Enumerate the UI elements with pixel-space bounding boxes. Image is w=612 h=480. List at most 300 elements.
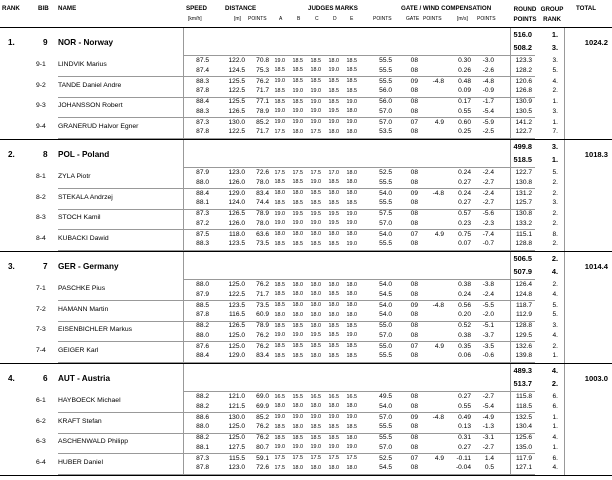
header-gate: GATE <box>406 16 420 22</box>
gate-cell: 08 <box>410 322 418 329</box>
judge-mark-cell: 17.5 <box>310 128 321 135</box>
header-wind-points: POINTS <box>477 16 496 22</box>
team-group-rank: 3. <box>551 43 558 52</box>
wind-points-cell: -2.7 <box>482 393 494 400</box>
wind-points-cell: -2.0 <box>482 311 494 318</box>
judge-points-cell: 53.5 <box>379 128 392 135</box>
wind-cell: 0.56 <box>458 301 471 309</box>
judge-mark-cell: 19.0 <box>328 444 339 451</box>
wind-cell: 0.24 <box>458 169 471 176</box>
judge-mark-cell: 19.0 <box>310 98 321 105</box>
judge-mark-cell: 18.5 <box>310 240 321 247</box>
speed-cell: 88.3 <box>196 107 209 115</box>
judge-mark-cell: 18.0 <box>328 190 339 197</box>
team-round-points: 518.5 <box>513 155 532 164</box>
judge-mark-cell: 19.5 <box>310 332 321 339</box>
distance-points-cell: 73.5 <box>256 240 269 247</box>
judge-points-cell: 55.0 <box>379 342 392 350</box>
gate-cell: 07 <box>410 230 418 238</box>
judge-mark-cell: 17.5 <box>310 455 321 462</box>
judge-mark-cell: 18.5 <box>274 281 285 288</box>
distance-cell: 130.0 <box>228 118 245 126</box>
judge-points-cell: 57.0 <box>379 443 392 451</box>
judge-mark-cell: 18.5 <box>274 352 285 359</box>
judge-mark-cell: 18.0 <box>274 311 285 318</box>
gate-cell: 08 <box>410 199 418 206</box>
judge-mark-cell: 19.0 <box>310 108 321 115</box>
group-rank-cell: 5. <box>552 66 558 74</box>
judge-mark-cell: 19.0 <box>328 67 339 74</box>
judge-points-cell: 55.5 <box>379 66 392 74</box>
team-header-rule <box>183 167 535 168</box>
team-group-rank: 4. <box>551 366 558 375</box>
judge-mark-cell: 18.0 <box>346 231 357 238</box>
athlete-name: PASCHKE Pius <box>58 285 106 292</box>
wind-cell: 0.27 <box>458 393 471 400</box>
judge-mark-cell: 19.0 <box>292 332 303 339</box>
judge-points-cell: 57.0 <box>379 219 392 227</box>
team-round-points: 489.3 <box>513 366 532 375</box>
team-bib: 7 <box>43 262 48 271</box>
distance-cell: 118.0 <box>228 230 245 238</box>
group-rank-cell: 1. <box>552 352 558 359</box>
judge-mark-cell: 17.5 <box>274 128 285 135</box>
judge-mark-cell: 18.0 <box>346 179 357 186</box>
judge-mark-cell: 18.0 <box>310 291 321 298</box>
judge-mark-cell: 18.5 <box>274 87 285 94</box>
team-round-points: 506.5 <box>513 254 532 263</box>
judge-col-a: A <box>279 16 283 22</box>
round-points-cell: 130.5 <box>515 107 532 115</box>
judge-mark-cell: 17.5 <box>274 455 285 462</box>
gate-points-cell: -4.8 <box>432 413 444 421</box>
wind-cell: 0.09 <box>458 87 471 94</box>
athlete-name: STOCH Kamil <box>58 214 101 221</box>
team-rank: 1. <box>8 38 15 47</box>
judge-mark-cell: 19.0 <box>292 119 303 126</box>
judge-mark-cell: 18.5 <box>346 343 357 350</box>
judge-mark-cell: 18.5 <box>274 179 285 186</box>
judge-mark-cell: 18.5 <box>292 179 303 186</box>
distance-cell: 123.5 <box>228 301 245 309</box>
gate-cell: 08 <box>410 393 418 400</box>
judge-mark-cell: 18.5 <box>346 57 357 64</box>
athlete-bib: 9-2 <box>36 81 46 89</box>
judge-mark-cell: 19.0 <box>274 220 285 227</box>
group-rank-cell: 5. <box>552 311 558 318</box>
distance-points-cell: 63.6 <box>256 230 269 238</box>
athlete-name: TANDE Daniel Andre <box>58 81 122 89</box>
speed-cell: 87.9 <box>196 290 209 298</box>
distance-points-cell: 75.3 <box>256 66 269 74</box>
athlete-bib: 9-4 <box>36 122 46 130</box>
judge-mark-cell: 18.0 <box>328 403 339 410</box>
judge-points-cell: 55.5 <box>379 352 392 359</box>
judge-mark-cell: 18.0 <box>292 311 303 318</box>
judge-mark-cell: 18.5 <box>310 343 321 350</box>
wind-cell: 0.06 <box>458 352 471 359</box>
judge-mark-cell: 18.0 <box>310 311 321 318</box>
wind-points-cell: -5.6 <box>482 210 494 217</box>
group-rank-cell: 2. <box>552 87 558 94</box>
group-rank-cell: 4. <box>552 290 558 298</box>
gate-points-cell: -4.8 <box>432 301 444 309</box>
judge-mark-cell: 19.0 <box>274 210 285 217</box>
wind-cell: 0.26 <box>458 66 471 74</box>
judge-mark-cell: 18.0 <box>346 403 357 410</box>
judge-mark-cell: 19.0 <box>310 220 321 227</box>
distance-points-cell: 76.2 <box>256 331 269 339</box>
judge-points-cell: 57.0 <box>379 118 392 126</box>
judge-mark-cell: 18.5 <box>274 199 285 206</box>
athlete-name: ZYLA Piotr <box>58 173 91 180</box>
gate-cell: 08 <box>410 57 418 64</box>
distance-points-cell: 85.2 <box>256 413 269 421</box>
judge-mark-cell: 18.0 <box>292 302 303 309</box>
judge-mark-cell: 18.5 <box>328 199 339 206</box>
round-points-cell: 117.9 <box>515 454 532 462</box>
judge-mark-cell: 18.0 <box>292 190 303 197</box>
gate-cell: 08 <box>410 434 418 441</box>
team-group-rank: 2. <box>551 254 558 263</box>
team-bib: 8 <box>43 150 48 159</box>
team-name: NOR - Norway <box>58 38 114 47</box>
team-header-rule <box>183 391 535 392</box>
distance-points-cell: 72.6 <box>256 169 269 176</box>
wind-cell: -0.04 <box>455 464 471 471</box>
speed-cell: 88.2 <box>196 402 209 410</box>
judge-points-cell: 55.5 <box>379 434 392 441</box>
distance-cell: 123.5 <box>228 240 245 247</box>
judge-col-c: C <box>315 16 319 22</box>
judge-mark-cell: 18.5 <box>292 199 303 206</box>
judge-mark-cell: 19.0 <box>274 108 285 115</box>
round-points-cell: 125.6 <box>515 434 532 441</box>
header-name: NAME <box>58 5 77 12</box>
wind-cell: 0.24 <box>458 290 471 298</box>
round-points-cell: 125.7 <box>515 199 532 206</box>
gate-cell: 08 <box>410 281 418 288</box>
athlete-bib: 9-1 <box>36 61 46 68</box>
round-points-cell: 130.4 <box>515 423 532 430</box>
judge-mark-cell: 18.0 <box>346 108 357 115</box>
gate-cell: 08 <box>410 66 418 74</box>
judge-mark-cell: 18.5 <box>310 423 321 430</box>
judge-mark-cell: 18.5 <box>292 57 303 64</box>
athlete-bib: 6-1 <box>36 397 46 404</box>
team-header-rule <box>183 55 535 56</box>
distance-points-cell: 76.2 <box>256 434 269 441</box>
judge-mark-cell: 18.5 <box>292 343 303 350</box>
judge-mark-cell: 18.5 <box>274 302 285 309</box>
header-dist-points: POINTS <box>248 16 267 22</box>
gate-points-cell: 4.9 <box>434 342 444 350</box>
judge-mark-cell: 18.0 <box>328 464 339 471</box>
athlete-bib: 6-4 <box>36 458 46 466</box>
team-name: GER - Germany <box>58 262 119 271</box>
speed-cell: 87.2 <box>196 219 209 227</box>
judge-mark-cell: 19.0 <box>274 444 285 451</box>
header-judges: JUDGES MARKS <box>308 5 358 12</box>
judge-mark-cell: 18.5 <box>292 322 303 329</box>
round-points-cell: 126.8 <box>515 87 532 94</box>
group-rank-cell: 1. <box>552 118 558 126</box>
judge-mark-cell: 19.0 <box>274 78 285 85</box>
distance-points-cell: 83.4 <box>256 189 269 197</box>
team-round-points: 499.8 <box>513 142 532 151</box>
group-rank-cell: 3. <box>552 322 558 329</box>
judge-mark-cell: 18.5 <box>274 434 285 441</box>
athlete-name: HAYBOECK Michael <box>58 397 121 404</box>
judge-mark-cell: 16.5 <box>310 393 321 400</box>
judge-mark-cell: 16.5 <box>274 393 285 400</box>
judge-mark-cell: 19.0 <box>274 57 285 64</box>
distance-cell: 121.5 <box>228 402 245 410</box>
judge-mark-cell: 19.0 <box>328 414 339 421</box>
wind-cell: 0.27 <box>458 199 471 206</box>
wind-cell: 0.17 <box>458 98 471 105</box>
judge-mark-cell: 18.5 <box>328 343 339 350</box>
judge-mark-cell: 18.5 <box>346 87 357 94</box>
round-points-cell: 123.3 <box>515 57 532 64</box>
wind-points-cell: -2.7 <box>482 443 494 451</box>
wind-points-cell: -2.3 <box>482 219 494 227</box>
distance-points-cell: 78.9 <box>256 322 269 329</box>
team-round-points: 516.0 <box>513 30 532 39</box>
wind-cell: 0.31 <box>458 434 471 441</box>
round-points-cell: 124.8 <box>515 290 532 298</box>
judge-mark-cell: 18.0 <box>292 281 303 288</box>
group-rank-cell: 2. <box>552 189 558 197</box>
judge-points-cell: 55.5 <box>379 57 392 64</box>
speed-cell: 88.2 <box>196 393 209 400</box>
judge-mark-cell: 17.5 <box>346 455 357 462</box>
round-points-cell: 141.2 <box>515 118 532 126</box>
judge-mark-cell: 18.0 <box>328 281 339 288</box>
header-round-points: ROUND POINTS <box>513 6 537 23</box>
wind-points-cell: -2.7 <box>482 178 494 186</box>
athlete-bib: 6-2 <box>36 417 46 425</box>
gate-cell: 08 <box>410 331 418 339</box>
judge-mark-cell: 18.0 <box>328 231 339 238</box>
header-dist-unit: [m] <box>234 16 241 22</box>
round-points-cell: 127.1 <box>515 464 532 471</box>
speed-cell: 88.4 <box>196 352 209 359</box>
team-total: 1024.2 <box>584 38 608 47</box>
gate-points-cell: -4.8 <box>432 77 444 85</box>
wind-points-cell: -1.7 <box>482 98 494 105</box>
judge-mark-cell: 19.0 <box>292 108 303 115</box>
judge-mark-cell: 18.0 <box>328 128 339 135</box>
distance-cell: 115.5 <box>228 454 245 462</box>
round-points-cell: 118.7 <box>515 301 532 309</box>
group-rank-cell: 1. <box>552 413 558 421</box>
judge-mark-cell: 19.0 <box>346 119 357 126</box>
round-points-cell: 115.1 <box>515 230 532 238</box>
round-points-cell: 118.5 <box>515 402 532 410</box>
judge-mark-cell: 18.5 <box>310 78 321 85</box>
judge-points-cell: 57.0 <box>379 107 392 115</box>
distance-points-cell: 72.6 <box>256 464 269 471</box>
judge-mark-cell: 17.5 <box>274 464 285 471</box>
gate-cell: 08 <box>410 219 418 227</box>
round-points-cell: 133.2 <box>515 219 532 227</box>
distance-points-cell: 69.9 <box>256 402 269 410</box>
judge-mark-cell: 18.5 <box>328 291 339 298</box>
team-rank: 3. <box>8 262 15 271</box>
judge-mark-cell: 17.5 <box>292 169 303 176</box>
group-rank-cell: 6. <box>552 393 558 400</box>
judge-mark-cell: 18.5 <box>292 240 303 247</box>
distance-points-cell: 70.8 <box>256 57 269 64</box>
gate-cell: 08 <box>410 210 418 217</box>
speed-cell: 87.3 <box>196 210 209 217</box>
wind-cell: 0.49 <box>458 413 471 421</box>
judge-mark-cell: 18.5 <box>292 78 303 85</box>
judge-points-cell: 57.5 <box>379 210 392 217</box>
distance-points-cell: 78.9 <box>256 210 269 217</box>
round-points-cell: 132.6 <box>515 342 532 350</box>
team-total: 1003.0 <box>584 374 608 383</box>
distance-cell: 123.0 <box>228 169 245 176</box>
wind-cell: 0.13 <box>458 423 471 430</box>
distance-cell: 126.0 <box>228 219 245 227</box>
judge-mark-cell: 18.0 <box>274 231 285 238</box>
judge-mark-cell: 19.0 <box>274 332 285 339</box>
judge-mark-cell: 19.5 <box>328 220 339 227</box>
round-points-cell: 128.2 <box>515 66 532 74</box>
judge-points-cell: 57.0 <box>379 331 392 339</box>
judge-mark-cell: 17.5 <box>292 455 303 462</box>
judge-mark-cell: 18.0 <box>274 190 285 197</box>
wind-cell: 0.23 <box>458 219 471 227</box>
athlete-name: HUBER Daniel <box>58 458 103 466</box>
header-judge-points: POINTS <box>373 16 392 22</box>
distance-points-cell: 60.9 <box>256 311 269 318</box>
wind-points-cell: 1.4 <box>484 454 494 462</box>
judge-points-cell: 55.5 <box>379 178 392 186</box>
judge-mark-cell: 18.5 <box>328 423 339 430</box>
group-rank-cell: 4. <box>552 464 558 471</box>
distance-points-cell: 69.0 <box>256 393 269 400</box>
distance-cell: 126.5 <box>228 322 245 329</box>
round-points-cell: 128.8 <box>515 240 532 247</box>
team-total: 1014.4 <box>584 262 608 271</box>
round-points-cell: 120.6 <box>515 77 532 85</box>
header-total: TOTAL <box>576 5 597 12</box>
judge-mark-cell: 18.5 <box>274 67 285 74</box>
group-rank-cell: 3. <box>552 107 558 115</box>
judge-mark-cell: 18.5 <box>274 240 285 247</box>
speed-cell: 87.5 <box>196 230 209 238</box>
judge-points-cell: 54.0 <box>379 301 392 309</box>
judge-mark-cell: 18.5 <box>328 322 339 329</box>
group-rank-cell: 4. <box>552 434 558 441</box>
judge-mark-cell: 18.5 <box>274 98 285 105</box>
judge-points-cell: 56.0 <box>379 87 392 94</box>
judge-col-b: B <box>297 16 301 22</box>
speed-cell: 88.2 <box>196 322 209 329</box>
wind-points-cell: -5.4 <box>482 402 494 410</box>
judge-mark-cell: 19.0 <box>346 240 357 247</box>
judge-mark-cell: 17.5 <box>328 455 339 462</box>
judge-points-cell: 54.0 <box>379 311 392 318</box>
athlete-bib: 7-1 <box>36 285 46 292</box>
gate-cell: 09 <box>410 77 418 85</box>
judge-mark-cell: 18.5 <box>328 78 339 85</box>
judge-mark-cell: 18.5 <box>328 434 339 441</box>
distance-points-cell: 74.4 <box>256 199 269 206</box>
judge-mark-cell: 19.0 <box>346 98 357 105</box>
judge-mark-cell: 19.0 <box>292 220 303 227</box>
athlete-bib: 8-3 <box>36 214 46 221</box>
col-separator <box>564 140 565 252</box>
speed-cell: 88.1 <box>196 199 209 206</box>
distance-cell: 125.0 <box>228 434 245 441</box>
wind-cell: 0.27 <box>458 178 471 186</box>
team-name: AUT - Austria <box>58 374 111 383</box>
athlete-name: ASCHENWALD Philipp <box>58 438 129 445</box>
team-bib: 6 <box>43 374 48 383</box>
judge-mark-cell: 19.5 <box>310 210 321 217</box>
judge-mark-cell: 19.0 <box>346 444 357 451</box>
wind-cell: 0.48 <box>458 77 471 85</box>
round-points-cell: 130.8 <box>515 178 532 186</box>
team-group-rank: 1. <box>551 155 558 164</box>
speed-cell: 88.6 <box>196 413 209 421</box>
gate-cell: 07 <box>410 342 418 350</box>
judge-mark-cell: 18.0 <box>292 231 303 238</box>
team-name: POL - Poland <box>58 150 110 159</box>
team-round-points: 513.7 <box>513 379 532 388</box>
group-rank-cell: 1. <box>552 423 558 430</box>
distance-points-cell: 73.5 <box>256 301 269 309</box>
judge-mark-cell: 18.5 <box>328 179 339 186</box>
distance-cell: 127.5 <box>228 443 245 451</box>
speed-cell: 87.8 <box>196 128 209 135</box>
wind-points-cell: -2.4 <box>482 169 494 176</box>
col-separator <box>564 364 565 476</box>
wind-points-cell: -5.4 <box>482 107 494 115</box>
distance-points-cell: 71.7 <box>256 290 269 298</box>
judge-mark-cell: 18.0 <box>346 128 357 135</box>
judge-mark-cell: 18.5 <box>346 78 357 85</box>
judge-mark-cell: 18.5 <box>292 352 303 359</box>
team-rule <box>0 139 612 140</box>
speed-cell: 87.5 <box>196 57 209 64</box>
distance-cell: 124.5 <box>228 66 245 74</box>
team-header-rule <box>183 279 535 280</box>
gate-cell: 09 <box>410 189 418 197</box>
group-rank-cell: 4. <box>552 77 558 85</box>
wind-points-cell: -0.6 <box>482 352 494 359</box>
judge-mark-cell: 18.0 <box>310 464 321 471</box>
gate-cell: 07 <box>410 454 418 462</box>
group-rank-cell: 8. <box>552 230 558 238</box>
judge-mark-cell: 19.5 <box>328 108 339 115</box>
judge-mark-cell: 18.0 <box>310 403 321 410</box>
round-points-cell: 130.8 <box>515 210 532 217</box>
team-rank: 2. <box>8 150 15 159</box>
team-group-rank: 2. <box>551 379 558 388</box>
group-rank-cell: 3. <box>552 199 558 206</box>
group-rank-cell: 2. <box>552 240 558 247</box>
wind-points-cell: -7.4 <box>482 230 494 238</box>
wind-points-cell: -5.5 <box>482 301 494 309</box>
judge-mark-cell: 18.5 <box>310 190 321 197</box>
judge-mark-cell: 18.0 <box>310 281 321 288</box>
speed-cell: 88.4 <box>196 189 209 197</box>
